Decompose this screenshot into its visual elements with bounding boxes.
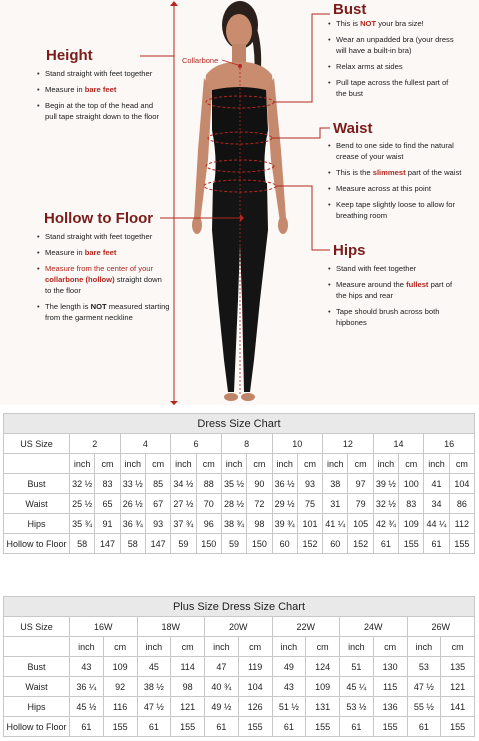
measurement-cell: 47 — [205, 657, 239, 677]
measurement-cell: 152 — [297, 534, 322, 554]
bust-instruction-text: will have a built-in bra) — [336, 46, 412, 55]
measurement-cell: 26 ½ — [120, 494, 145, 514]
measurement-cell: 119 — [238, 657, 272, 677]
measurement-cell: 35 ½ — [221, 474, 246, 494]
measurement-cell: 105 — [348, 514, 373, 534]
measurement-cell: 72 — [247, 494, 272, 514]
measurement-cell: 112 — [449, 514, 474, 534]
measurement-cell: 45 — [137, 657, 171, 677]
unit-header: cm — [196, 454, 221, 474]
measurement-cell: 41 ¼ — [323, 514, 348, 534]
waist-instruction-text: Keep tape slightly loose to allow for — [336, 200, 456, 209]
hollow-instruction-text: bare feet — [84, 248, 117, 257]
measurement-cell: 121 — [171, 697, 205, 717]
hips-instruction-text: part of — [428, 280, 453, 289]
measurement-cell: 44 ¼ — [424, 514, 449, 534]
height-instruction-text: Stand straight with feet together — [45, 69, 153, 78]
hollow-instruction-line — [45, 312, 133, 323]
unit-header: cm — [449, 454, 474, 474]
bust-instruction-text: the bust — [336, 89, 364, 98]
measurement-cell: 155 — [306, 717, 340, 737]
hips-instruction-line — [336, 306, 439, 317]
measurement-cell: 61 — [272, 717, 306, 737]
measurement-cell: 85 — [145, 474, 170, 494]
measurement-cell: 34 ½ — [171, 474, 196, 494]
measurement-cell: 51 — [340, 657, 374, 677]
hollow-instruction-text: Stand straight with feet together — [45, 232, 153, 241]
hollow-instruction-line — [45, 274, 162, 285]
hollow-title: Hollow to Floor — [44, 210, 154, 227]
measurement-cell: 61 — [340, 717, 374, 737]
measurement-cell: 155 — [238, 717, 272, 737]
height-instruction-line — [45, 84, 116, 95]
measurement-cell: 155 — [449, 534, 474, 554]
table-row — [4, 514, 475, 534]
size-header: 10 — [272, 434, 323, 454]
bust-instruction-line — [336, 77, 448, 88]
hollow-instruction-text: collarbone (hollow) — [45, 275, 115, 284]
bust-instruction-line — [336, 34, 454, 45]
measurement-cell: 36 ½ — [272, 474, 297, 494]
measurement-cell: 92 — [103, 677, 137, 697]
unit-header: inch — [323, 454, 348, 474]
bust-instruction-line — [336, 18, 424, 29]
unit-header: cm — [103, 637, 137, 657]
measurement-cell: 55 ½ — [407, 697, 441, 717]
hips-instruction-text: hipbones — [336, 318, 367, 327]
height-instruction-text: pull tape straight down to the floor — [45, 112, 159, 121]
measurement-cell: 152 — [348, 534, 373, 554]
unit-header: cm — [145, 454, 170, 474]
hips-title: Hips — [333, 242, 366, 259]
hollow-instruction-line — [45, 301, 170, 312]
row-label: Waist — [4, 677, 70, 697]
measurement-cell: 38 — [323, 474, 348, 494]
measurement-cell: 36 ¼ — [70, 677, 104, 697]
hollow-instruction-text: Measure in — [45, 248, 85, 257]
height-instruction-text: Measure in — [45, 85, 85, 94]
unit-header: inch — [272, 637, 306, 657]
waist-instruction-line — [336, 183, 431, 194]
hips-instruction-text: Stand with feet together — [336, 264, 417, 273]
measurement-cell: 83 — [95, 474, 120, 494]
measurement-cell: 31 — [323, 494, 348, 514]
measurement-cell: 45 ¼ — [340, 677, 374, 697]
hollow-instruction-line — [45, 231, 152, 242]
size-header: 4 — [120, 434, 171, 454]
measurement-cell: 96 — [196, 514, 221, 534]
hollow-instruction-text: The length is — [45, 302, 91, 311]
height-title: Height — [46, 47, 93, 64]
waist-instruction-text: Bend to one side to find the natural — [336, 141, 454, 150]
table-row — [4, 494, 475, 514]
measurement-cell: 70 — [196, 494, 221, 514]
measurement-cell: 34 — [424, 494, 449, 514]
measurement-cell: 43 — [272, 677, 306, 697]
unit-header: cm — [297, 454, 322, 474]
waist-title: Waist — [333, 120, 373, 137]
measurement-cell: 121 — [441, 677, 475, 697]
waist-instruction-line — [336, 140, 454, 151]
bust-instruction-line — [336, 88, 363, 99]
size-header: 6 — [171, 434, 222, 454]
dress-size-chart — [3, 413, 475, 554]
measurement-cell: 126 — [238, 697, 272, 717]
measurement-cell: 135 — [441, 657, 475, 677]
measurement-cell: 61 — [373, 534, 398, 554]
waist-instruction-line — [336, 199, 455, 210]
waist-instruction-text: slimmest — [372, 168, 406, 177]
unit-header: inch — [424, 454, 449, 474]
measurement-cell: 155 — [441, 717, 475, 737]
size-header: 26W — [407, 617, 475, 637]
height-instruction-text: Begin at the top of the head and — [45, 101, 154, 110]
measurement-cell: 59 — [221, 534, 246, 554]
measurement-cell: 37 ¾ — [171, 514, 196, 534]
bust-instruction-text: NOT — [360, 19, 377, 28]
measurement-cell: 45 ½ — [70, 697, 104, 717]
measurement-cell: 93 — [297, 474, 322, 494]
measurement-cell: 155 — [399, 534, 424, 554]
hips-instruction-text: the hips and rear — [336, 291, 393, 300]
measurement-cell: 38 ¾ — [221, 514, 246, 534]
hollow-instruction-line — [45, 247, 116, 258]
measurement-cell: 27 ½ — [171, 494, 196, 514]
bust-instruction-line — [336, 45, 412, 56]
empty-cell — [4, 637, 70, 657]
table-row — [4, 474, 475, 494]
measurement-cell: 83 — [399, 494, 424, 514]
bust-instruction-line — [336, 61, 403, 72]
measurement-cell: 29 ½ — [272, 494, 297, 514]
us-size-label: US Size — [4, 617, 70, 637]
measurement-cell: 32 ½ — [70, 474, 95, 494]
unit-header: cm — [238, 637, 272, 657]
unit-header: inch — [171, 454, 196, 474]
measurement-cell: 136 — [373, 697, 407, 717]
measurement-cell: 150 — [196, 534, 221, 554]
unit-header: inch — [221, 454, 246, 474]
table-row — [4, 697, 475, 717]
hollow-instruction-text: NOT — [90, 302, 107, 311]
measurement-cell: 38 ½ — [137, 677, 171, 697]
size-header: 16W — [70, 617, 138, 637]
unit-header: cm — [348, 454, 373, 474]
measurement-cell: 101 — [297, 514, 322, 534]
unit-header: inch — [205, 637, 239, 657]
measurement-cell: 131 — [306, 697, 340, 717]
waist-instruction-text: crease of your waist — [336, 152, 404, 161]
hips-instruction-text: Tape should brush across both — [336, 307, 440, 316]
plus-size-chart — [3, 596, 475, 737]
measurement-cell: 75 — [297, 494, 322, 514]
measurement-cell: 49 ½ — [205, 697, 239, 717]
unit-header: inch — [272, 454, 297, 474]
measurement-cell: 51 ½ — [272, 697, 306, 717]
row-label: Hollow to Floor — [4, 534, 70, 554]
hips-instruction-line — [336, 290, 393, 301]
measurement-cell: 98 — [171, 677, 205, 697]
size-header: 18W — [137, 617, 205, 637]
measurement-cell: 130 — [373, 657, 407, 677]
measurement-cell: 42 ¾ — [373, 514, 398, 534]
hollow-instruction-text: from the garment neckline — [45, 313, 133, 322]
measurement-cell: 65 — [95, 494, 120, 514]
measurement-cell: 59 — [171, 534, 196, 554]
measurement-cell: 93 — [145, 514, 170, 534]
unit-header: inch — [407, 637, 441, 657]
table-row — [4, 717, 475, 737]
measurement-cell: 155 — [103, 717, 137, 737]
measurement-cell: 40 ¾ — [205, 677, 239, 697]
hollow-instruction-text: straight down — [114, 275, 162, 284]
size-header: 16 — [424, 434, 475, 454]
row-label: Bust — [4, 474, 70, 494]
waist-instruction-line — [336, 151, 404, 162]
measurement-cell: 32 ½ — [373, 494, 398, 514]
measurement-cell: 109 — [103, 657, 137, 677]
unit-header: cm — [247, 454, 272, 474]
size-header: 12 — [323, 434, 374, 454]
unit-header: inch — [373, 454, 398, 474]
measurement-cell: 104 — [238, 677, 272, 697]
height-instruction-line — [45, 100, 153, 111]
us-size-label: US Size — [4, 434, 70, 454]
measurement-cell: 104 — [449, 474, 474, 494]
empty-cell — [4, 454, 70, 474]
measurement-cell: 67 — [145, 494, 170, 514]
row-label: Hollow to Floor — [4, 717, 70, 737]
unit-header: inch — [70, 637, 104, 657]
dress-chart-title: Dress Size Chart — [4, 414, 475, 434]
waist-instruction-text: breathing room — [336, 211, 388, 220]
measurement-cell: 90 — [247, 474, 272, 494]
measurement-cell: 25 ½ — [70, 494, 95, 514]
measurement-cell: 58 — [70, 534, 95, 554]
hollow-instruction-text: Measure from the center of your — [45, 264, 154, 273]
height-instruction-line — [45, 111, 159, 122]
measurement-cell: 53 ½ — [340, 697, 374, 717]
measurement-cell: 88 — [196, 474, 221, 494]
waist-instruction-text: This is the — [336, 168, 373, 177]
size-header: 22W — [272, 617, 340, 637]
size-header: 20W — [205, 617, 273, 637]
collarbone-label: Collarbone — [182, 56, 219, 65]
measurement-cell: 150 — [247, 534, 272, 554]
measurement-cell: 97 — [348, 474, 373, 494]
height-instruction-line — [45, 68, 152, 79]
unit-header: inch — [137, 637, 171, 657]
bust-instruction-text: This is — [336, 19, 361, 28]
table-row — [4, 534, 475, 554]
bust-instruction-text: Relax arms at sides — [336, 62, 403, 71]
table-row — [4, 657, 475, 677]
unit-header: cm — [441, 637, 475, 657]
unit-header: inch — [340, 637, 374, 657]
hollow-instruction-text: to the floor — [45, 286, 81, 295]
waist-instruction-line — [336, 210, 387, 221]
measurement-cell: 147 — [95, 534, 120, 554]
unit-header: inch — [120, 454, 145, 474]
measurement-cell: 33 ½ — [120, 474, 145, 494]
measurement-cell: 39 ½ — [373, 474, 398, 494]
hips-instruction-line — [336, 317, 367, 328]
measurement-cell: 109 — [306, 677, 340, 697]
size-header: 14 — [373, 434, 424, 454]
measurement-cell: 114 — [171, 657, 205, 677]
measurement-cell: 91 — [95, 514, 120, 534]
waist-instruction-line — [336, 167, 461, 178]
bust-instruction-text: Pull tape across the fullest part of — [336, 78, 449, 87]
bust-instruction-text: Wear an unpadded bra (your dress — [336, 35, 454, 44]
unit-header: cm — [95, 454, 120, 474]
measurement-cell: 49 — [272, 657, 306, 677]
measurement-cell: 60 — [272, 534, 297, 554]
measurement-cell: 98 — [247, 514, 272, 534]
row-label: Bust — [4, 657, 70, 677]
measurement-cell: 100 — [399, 474, 424, 494]
measurement-cell: 35 ¾ — [70, 514, 95, 534]
measurement-cell: 86 — [449, 494, 474, 514]
measurement-cell: 124 — [306, 657, 340, 677]
height-instruction-text: bare feet — [84, 85, 117, 94]
measurement-cell: 116 — [103, 697, 137, 717]
measurement-cell: 115 — [373, 677, 407, 697]
waist-instruction-text: part of the waist — [405, 168, 462, 177]
size-header: 8 — [221, 434, 272, 454]
waist-instruction-text: Measure across at this point — [336, 184, 431, 193]
unit-header: cm — [171, 637, 205, 657]
hollow-instruction-text: measured starting — [106, 302, 170, 311]
measurement-cell: 41 — [424, 474, 449, 494]
measurement-cell: 47 ½ — [137, 697, 171, 717]
size-header: 24W — [340, 617, 408, 637]
measurement-cell: 58 — [120, 534, 145, 554]
hips-instruction-line — [336, 279, 452, 290]
bust-instruction-text: your bra size! — [376, 19, 424, 28]
plus-chart-title: Plus Size Dress Size Chart — [4, 597, 475, 617]
unit-header: cm — [306, 637, 340, 657]
measurement-cell: 61 — [407, 717, 441, 737]
measurement-cell: 28 ½ — [221, 494, 246, 514]
measurement-cell: 61 — [137, 717, 171, 737]
measurement-cell: 43 — [70, 657, 104, 677]
unit-header: inch — [70, 454, 95, 474]
unit-header: cm — [373, 637, 407, 657]
hollow-instruction-line — [45, 285, 81, 296]
measurement-cell: 39 ¾ — [272, 514, 297, 534]
measurement-cell: 61 — [424, 534, 449, 554]
bust-title: Bust — [333, 1, 367, 18]
measurement-cell: 47 ½ — [407, 677, 441, 697]
measurement-cell: 155 — [373, 717, 407, 737]
size-header: 2 — [70, 434, 121, 454]
measurement-cell: 36 ¾ — [120, 514, 145, 534]
table-row — [4, 677, 475, 697]
measurement-cell: 141 — [441, 697, 475, 717]
row-label: Hips — [4, 697, 70, 717]
measurement-cell: 61 — [205, 717, 239, 737]
measurement-cell: 60 — [323, 534, 348, 554]
unit-header: cm — [399, 454, 424, 474]
measurement-cell: 53 — [407, 657, 441, 677]
row-label: Hips — [4, 514, 70, 534]
hollow-instruction-line — [45, 263, 153, 274]
hips-instruction-text: Measure around the — [336, 280, 407, 289]
measurement-cell: 79 — [348, 494, 373, 514]
measurement-cell: 147 — [145, 534, 170, 554]
hips-instruction-line — [336, 263, 416, 274]
hips-instruction-text: fullest — [406, 280, 429, 289]
measurement-cell: 109 — [399, 514, 424, 534]
measurement-cell: 155 — [171, 717, 205, 737]
row-label: Waist — [4, 494, 70, 514]
measurement-cell: 61 — [70, 717, 104, 737]
